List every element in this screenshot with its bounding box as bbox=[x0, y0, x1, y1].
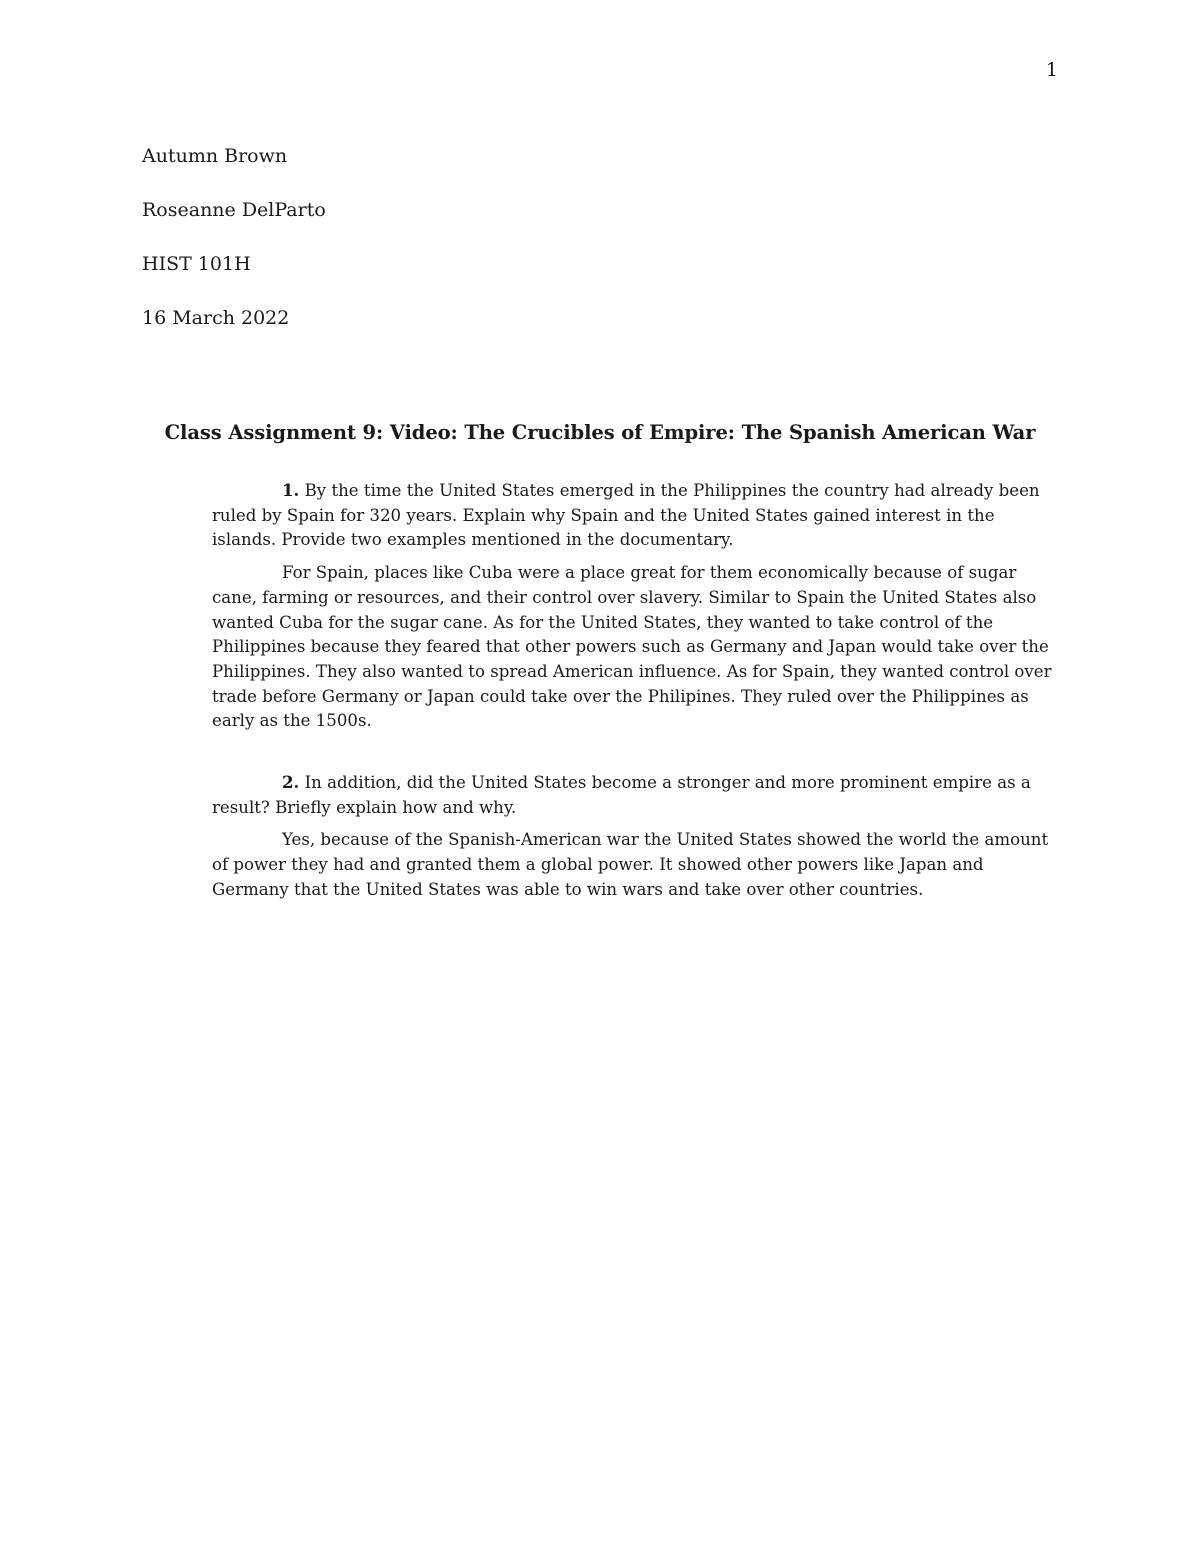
assignment-title: Class Assignment 9: Video: The Crucibles of Empire: The Spanish American War bbox=[164, 421, 1036, 444]
question-2-prompt bbox=[212, 770, 1062, 820]
question-2-text: In addition, did the United States become a stronger and more prominent empire as a result? Briefly explain how and why. bbox=[212, 773, 1031, 817]
question-1-number: 1. bbox=[282, 480, 300, 500]
page-number: 1 bbox=[1045, 59, 1058, 81]
question-2-answer: Yes, because of the Spanish-American war the United States showed the world the amount of power they had and granted them a global power. It showed other powers like Japan and Germany that the United States was able to win wars and take over other countries. bbox=[212, 830, 1049, 899]
student-name: Autumn Brown bbox=[142, 145, 288, 167]
instructor-name: Roseanne DelParto bbox=[142, 199, 326, 221]
question-1-answer: For Spain, places like Cuba were a place great for them economically because of sugar cane, farming or resources, and their control over slavery. Similar to Spain the United States also wanted Cuba for the sugar cane. As for the United States, they wanted to take control of the Philippines because they feared that other powers such as Germany and Japan would take over the Philippines. They also wanted to spread American influence. As for Spain, they wanted control over trade before Germany or Japan could take over the Philipines. They ruled over the Philippines as early as the 1500s. bbox=[212, 563, 1052, 731]
question-1-prompt bbox=[212, 478, 1062, 553]
question-1-text: By the time the United States emerged in the Philippines the country had already been ruled by Spain for 320 years. Explain why Spain and the United States gained interest in the islands. Provide two examples mentioned in the documentary. bbox=[212, 481, 1040, 550]
question-2-number: 2. bbox=[282, 772, 300, 793]
document-header bbox=[142, 143, 742, 359]
document-body bbox=[212, 478, 1062, 903]
course-code: HIST 101H bbox=[142, 253, 251, 275]
document-date: 16 March 2022 bbox=[142, 307, 290, 329]
